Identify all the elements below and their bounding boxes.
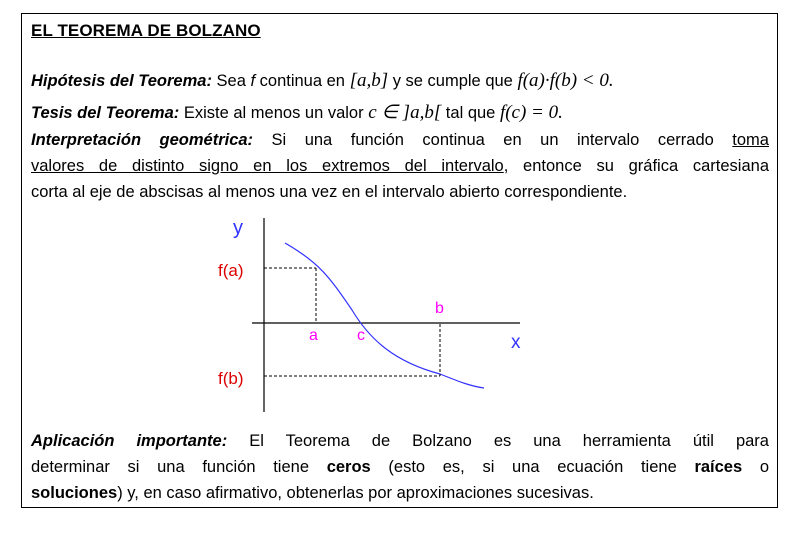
thesis-text2: tal que <box>441 104 500 122</box>
application-line-1 <box>31 432 769 451</box>
application-soluciones: soluciones <box>31 484 118 502</box>
function-curve <box>285 243 484 388</box>
hypothesis-label: Hipótesis del Teorema: <box>31 72 212 90</box>
interpretation-label: Interpretación geométrica: <box>31 131 254 149</box>
x-axis-label: x <box>511 332 521 353</box>
thesis-membership: c ∈ ]a,b[ <box>368 102 442 123</box>
application-line-2 <box>31 458 769 477</box>
application-raices: raíces <box>694 458 743 476</box>
hypothesis-interval: [a,b] <box>349 70 389 91</box>
application-line3-text: ) y, en caso afirmativo, obtenerlas por aproximaciones sucesivas. <box>117 484 594 502</box>
fa-label: f(a) <box>218 261 244 280</box>
fb-label: f(b) <box>218 369 244 388</box>
thesis-label: Tesis del Teorema: <box>31 104 180 122</box>
application-line2-a: determinar si una función tiene <box>31 458 327 476</box>
interpretation-line2-underlined: valores de distinto signo en los extremos del intervalo <box>31 157 504 175</box>
hypothesis-text1: Sea <box>211 72 251 90</box>
hypothesis-condition: f(a)·f(b) < 0. <box>517 70 614 91</box>
b-label: b <box>435 300 444 317</box>
a-label: a <box>309 327 318 344</box>
page-title: EL TEOREMA DE BOLZANO <box>31 21 261 40</box>
interpretation-line1-underlined: toma <box>732 131 769 149</box>
thesis-condition: f(c) = 0. <box>499 102 563 123</box>
interpretation-line2-text: , entonce su gráfica cartesiana <box>503 157 769 175</box>
application-ceros: ceros <box>326 458 371 476</box>
hypothesis-f: f <box>250 72 256 90</box>
application-line2-c: o <box>742 458 770 476</box>
c-label: c <box>357 327 365 344</box>
hypothesis-text3: y se cumple que <box>388 72 518 90</box>
interpretation-line1-text: Si una función continua en un intervalo cerrado <box>253 131 733 149</box>
y-axis-label: y <box>233 217 243 239</box>
application-line2-b: (esto es, si una ecuación tiene <box>370 458 695 476</box>
thesis-text1: Existe al menos un valor <box>179 104 369 122</box>
interpretation-line-3: corta al eje de abscisas al menos una vez en el intervalo abierto correspondiente. <box>31 183 628 201</box>
hypothesis-text2: continua en <box>255 72 350 90</box>
application-label: Aplicación importante: <box>31 432 228 450</box>
application-line1-text: El Teorema de Bolzano es una herramienta útil para <box>227 432 769 450</box>
application-line-3 <box>31 484 594 503</box>
